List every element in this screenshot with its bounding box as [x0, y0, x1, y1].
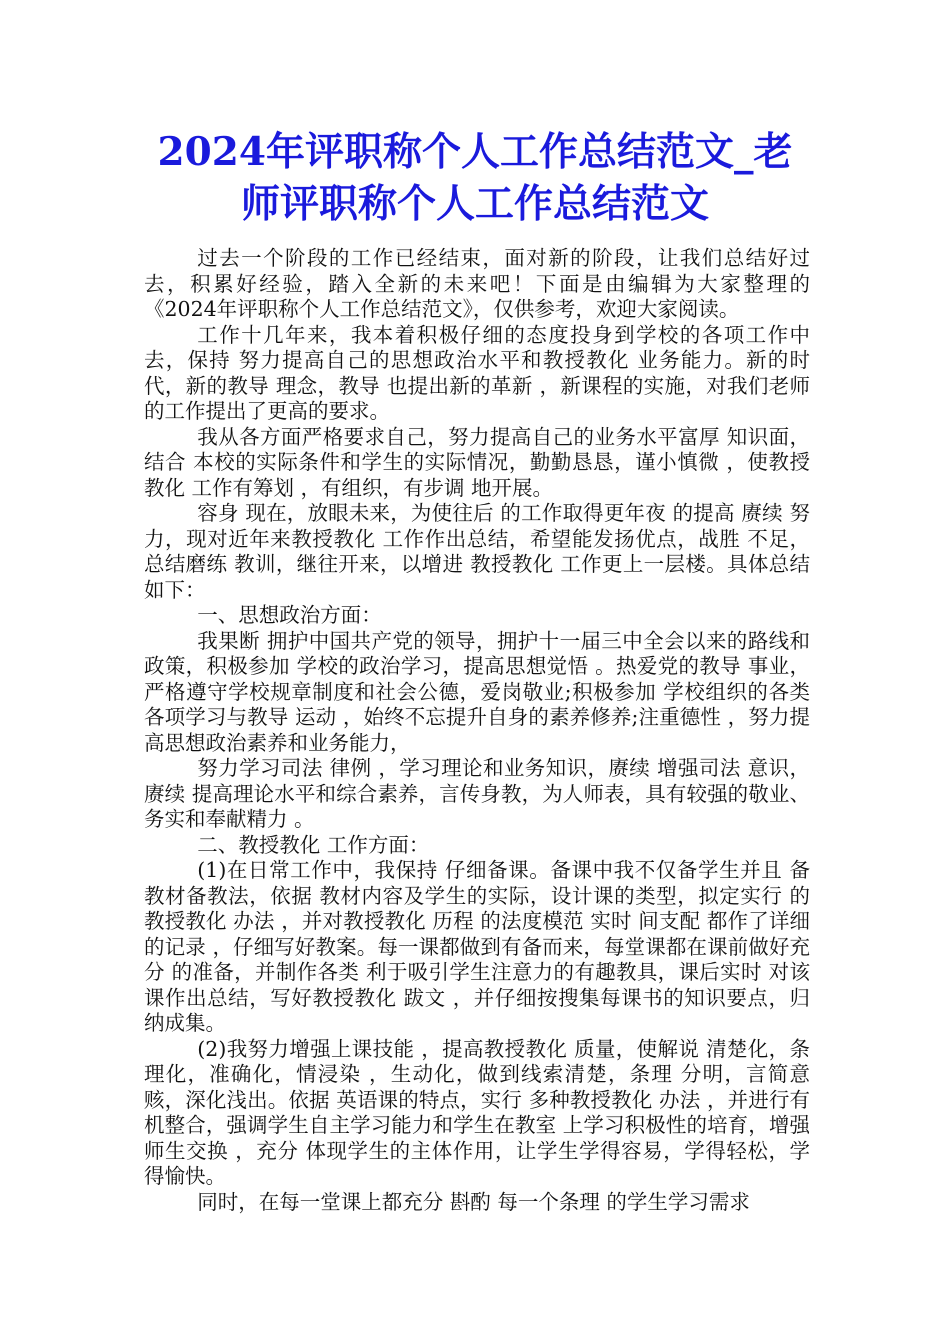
paragraph-intro: 过去一个阶段的工作已经结束，面对新的阶段，让我们总结好过去，积累好经验，踏入全新的未来吧！下面是由编辑为大家整理的《2024年评职称个人工作总结范文》，仅供参考，欢迎大家阅读。	[144, 246, 810, 321]
document-title-line-2: 师评职称个人工作总结范文	[240, 181, 709, 227]
document-title	[120, 126, 830, 230]
document-title-line-1: 2024年评职称个人工作总结范文_老	[157, 129, 793, 175]
paragraph-lesson-preparation: (1)在日常工作中，我保持 仔细备课。备课中我不仅备学生并且 备教材备教法，依据 教材内容及学生的实际，设计课的类型，拟定实行 的教授教化 办法 ，并对教授教化 历程 的法度模范 实时 间支配 都作了详细的记录 ，仔细写好教案。每一课都做到有备而来，每堂课都在课前做好充分 的准备，并制作各类 利于吸引学生注意力的有趣教具，课后实时 对该课作出总结，写好教授教化 跋文 ，并仔细按搜集每课书的知识要点，归纳成集。	[144, 858, 810, 1035]
paragraph-political-support: 我果断 拥护中国共产党的领导，拥护十一届三中全会以来的路线和政策，积极参加 学校的政治学习，提高思想觉悟 。热爱党的教导 事业，严格遵守学校规章制度和社会公德，爱岗敬业;积极参加 学校组织的各类各项学习与教导 运动 ，始终不忘提升自身的素养修养;注重德性 ，努力提高思想政治素养和业务能力，	[144, 628, 810, 755]
section-heading-teaching: 二、教授教化 工作方面：	[197, 832, 430, 857]
document-body	[144, 246, 810, 1215]
paragraph-work-attitude: 工作十几年来，我本着积极仔细的态度投身到学校的各项工作中去，保持 努力提高自己的思想政治水平和教授教化 业务能力。新的时代，新的教导 理念，教导 也提出新的革新 ，新课程的实施，对我们老师的工作提出了更高的要求。	[144, 322, 810, 423]
section-heading-political: 一、思想政治方面：	[197, 603, 382, 627]
paragraph-classroom-skills: (2)我努力增强上课技能 ，提高教授教化 质量，使解说 清楚化，条理化，准确化，情浸染 ，生动化，做到线索清楚，条理 分明，言简意赅，深化浅出。依据 英语课的特点，实行 多种教授教化 办法 ，并进行有机整合，强调学生自主学习能力和学生在教室 上学习积极性的培育，增强 师生交换 ，充分 体现学生的主体作用，让学生学得容易，学得轻松，学得愉快。	[144, 1036, 810, 1188]
paragraph-student-needs: 同时，在每一堂课上都充分 斟酌 每一个条理 的学生学习需求	[197, 1189, 750, 1214]
paragraph-summary-purpose: 容身 现在，放眼未来，为使往后 的工作取得更年夜 的提高 赓续 努力，现对近年来教授教化 工作作出总结，希望能发扬优点，战胜 不足，总结磨练 教训，继往开来，以增进 教授教化 工作更上一层楼。具体总结如下：	[144, 501, 810, 602]
paragraph-self-requirement: 我从各方面严格要求自己，努力提高自己的业务水平富厚 知识面，结合 本校的实际条件和学生的实际情况，勤勤恳恳，谨小慎微 ，使教授教化 工作有筹划 ，有组织，有步调 地开展。	[144, 424, 810, 500]
paragraph-legal-study: 努力学习司法 律例 ，学习理论和业务知识，赓续 增强司法 意识，赓续 提高理论水平和综合素养，言传身教，为人师表，具有较强的敬业、务实和奉献精力 。	[144, 756, 810, 831]
